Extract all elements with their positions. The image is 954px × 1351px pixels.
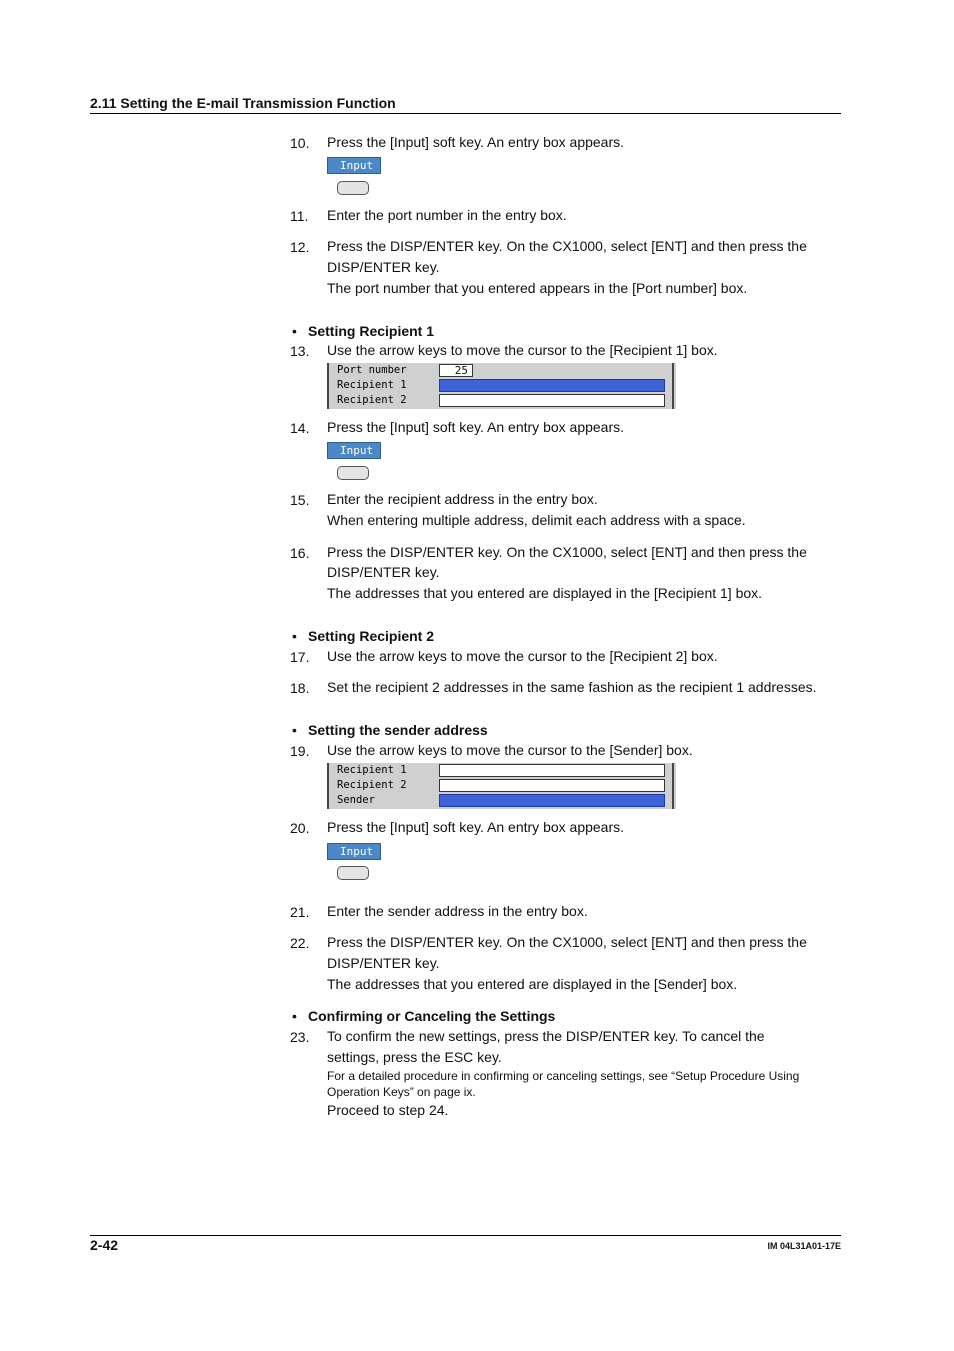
sender-label: Sender [337,794,375,806]
input-softkey-button[interactable]: Input [327,442,381,459]
step-number: 15. [290,492,310,508]
step-note: For a detailed procedure in confirming or canceling settings, see “Setup Procedure Using [327,1069,800,1083]
page-number: 2-42 [90,1237,119,1253]
port-number-field[interactable]: 25 [439,364,473,377]
step-number: 21. [290,904,310,920]
step-text: Press the [Input] soft key. An entry box appears. [327,134,625,150]
section-title: 2.11 Setting the E-mail Transmission Function [90,95,396,111]
step-number: 22. [290,935,310,951]
subheading-recipient-1: Setting Recipient 1 [308,323,435,339]
bullet: • [292,628,297,644]
step-number: 12. [290,239,310,255]
recipient-2-label: Recipient 2 [337,779,407,791]
step-text: Press the [Input] soft key. An entry box appears. [327,419,625,435]
step-text: Use the arrow keys to move the cursor to the [Sender] box. [327,742,693,758]
step-text: DISP/ENTER key. [327,955,440,971]
step-number: 14. [290,420,310,436]
step-number: 13. [290,343,310,359]
step-text: Use the arrow keys to move the cursor to the [Recipient 2] box. [327,648,718,664]
step-text: When entering multiple address, delimit each address with a space. [327,512,746,528]
step-text: Use the arrow keys to move the cursor to the [Recipient 1] box. [327,342,718,358]
step-text: Enter the recipient address in the entry box. [327,491,598,507]
step-note: Operation Keys” on page ix. [327,1085,476,1099]
step-number: 10. [290,135,310,151]
recipient-1-label: Recipient 1 [337,764,407,776]
step-text: Press the DISP/ENTER key. On the CX1000, select [ENT] and then press the [327,934,807,950]
recipient-2-field[interactable] [439,394,665,407]
step-number: 17. [290,649,310,665]
hardware-softkey-button[interactable] [337,466,369,480]
subheading-sender: Setting the sender address [308,722,488,738]
input-softkey-button[interactable]: Input [327,157,381,174]
recipient-2-label: Recipient 2 [337,394,407,406]
step-text: settings, press the ESC key. [327,1049,502,1065]
hardware-softkey-button[interactable] [337,866,369,880]
step-result-text: The addresses that you entered are displayed in the [Sender] box. [327,976,738,992]
step-number: 16. [290,545,310,561]
subheading-recipient-2: Setting Recipient 2 [308,628,435,644]
recipient-1-field-selected[interactable] [439,379,665,392]
step-text: Enter the sender address in the entry box. [327,903,588,919]
bullet: • [292,323,297,339]
step-number: 20. [290,820,310,836]
input-softkey-button[interactable]: Input [327,843,381,860]
settings-panel-sender [327,763,676,809]
panel-border [672,363,674,409]
step-text: Press the DISP/ENTER key. On the CX1000, select [ENT] and then press the [327,238,807,254]
settings-panel-recipient-1 [327,363,676,409]
step-text: Press the DISP/ENTER key. On the CX1000, select [ENT] and then press the [327,544,807,560]
subheading-confirm: Confirming or Canceling the Settings [308,1008,556,1024]
step-result-text: The port number that you entered appears in the [Port number] box. [327,280,748,296]
step-result-text: The addresses that you entered are displayed in the [Recipient 1] box. [327,585,763,601]
step-number: 11. [290,208,309,224]
recipient-1-label: Recipient 1 [337,379,407,391]
step-number: 23. [290,1029,310,1045]
step-text: Enter the port number in the entry box. [327,207,567,223]
recipient-1-field[interactable] [439,764,665,777]
step-number: 18. [290,680,310,696]
hardware-softkey-button[interactable] [337,181,369,195]
sender-field-selected[interactable] [439,794,665,807]
step-result-text: Proceed to step 24. [327,1102,449,1118]
recipient-2-field[interactable] [439,779,665,792]
document-id: IM 04L31A01-17E [767,1241,841,1251]
bullet: • [292,722,297,738]
step-text: To confirm the new settings, press the DISP/ENTER key. To cancel the [327,1028,765,1044]
step-text: Press the [Input] soft key. An entry box appears. [327,819,625,835]
step-text: Set the recipient 2 addresses in the same fashion as the recipient 1 addresses. [327,679,817,695]
step-text: DISP/ENTER key. [327,259,440,275]
bullet: • [292,1008,297,1024]
step-number: 19. [290,743,310,759]
step-text: DISP/ENTER key. [327,564,440,580]
port-number-label: Port number [337,364,407,376]
panel-border [672,763,674,809]
header-rule [90,113,841,114]
footer-rule [90,1235,841,1236]
